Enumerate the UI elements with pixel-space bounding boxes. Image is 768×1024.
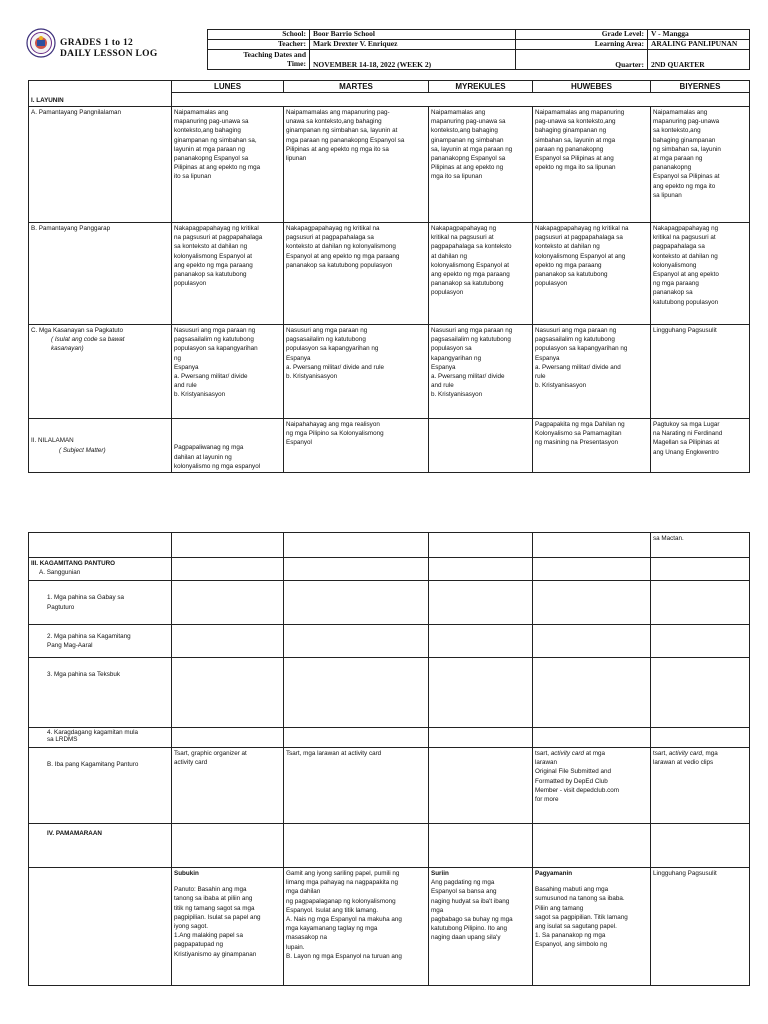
pagyamanin-text: Basahing mabuti ang mga sumusunod na tanong sa ibaba. Piliin ang tamang sagot sa pagpipilian. Titik lamang ang isulat sa sagutang papel. 1. Sa pananakop ng mga Espanyol, ang simbolo ng — [535, 886, 628, 949]
section-kagamitang-panturo: III. KAGAMITANG PANTURO A. Sanggunian — [29, 558, 172, 581]
cont-cell-biyernes: sa Mactan. — [651, 533, 750, 558]
row-label-lrdms: 4. Karagdagang kagamitan mula sa LRDMS — [29, 728, 172, 748]
teacher-label: Teacher: — [208, 40, 310, 50]
cell-empty — [651, 625, 750, 658]
cell-ii-myrekules — [429, 419, 533, 473]
cell-empty — [651, 658, 750, 728]
cell-b2-biyernes: tsart, activity card, mga larawan at vedio clips — [651, 748, 750, 824]
quarter-value: 2ND QUARTER — [648, 50, 750, 70]
cell-empty — [651, 824, 750, 868]
lesson-table-part1 — [28, 80, 750, 473]
cont-cell — [284, 533, 429, 558]
cell-b-biyernes: Nakapagpapahayag ng kritikal na pagsusuri at pagpapahalaga sa konteksto at dahilan ng kolonyalismong Espanyol at ang epekto ng mga paraang pananakop sa katutubong populasyon — [651, 223, 750, 325]
cell-empty — [284, 728, 429, 748]
row-label-kagamitang-mag-aaral: 2. Mga pahina sa Kagamitang Pang Mag-Aaral — [29, 625, 172, 658]
area-label: Learning Area: — [516, 40, 648, 50]
cell-empty — [651, 728, 750, 748]
cell-empty — [533, 658, 651, 728]
cell-empty — [172, 581, 284, 625]
section-layunin: I. LAYUNIN — [29, 93, 172, 107]
document-title: GRADES 1 to 12 DAILY LESSON LOG — [60, 38, 158, 59]
cell-c-biyernes: Lingguhang Pagsusulit — [651, 325, 750, 419]
day-header: MARTES — [284, 81, 429, 93]
cell-empty — [533, 728, 651, 748]
kasanayan-note: ( Isulat ang code sa bawat kasanayan) — [51, 336, 125, 353]
cell-empty — [429, 558, 533, 581]
cell-ii-huwebes: Pagpapakita ng mga Dahilan ng Kolonyalismo sa Pamamagitan ng masining na Presentasyon — [533, 419, 651, 473]
cell-b-huwebes: Nakapagpapahayag ng kritikal na pagsusuri at pagpapahalaga sa konteksto at dahilan ng kolonyalismong Espanyol at ang epekto ng mga paraang pananakop sa katutubong populasyon — [533, 223, 651, 325]
area-value: ARALING PANLIPUNAN — [648, 40, 750, 50]
suriin-title: Suriin — [431, 870, 449, 877]
suriin-text: Ang pagdating ng mga Espanyol sa bansa ang naging hudyat sa iba't ibang mga pagbabago sa buhay ng mga katutubong Pilipino. Ito ang naging daan upang sila'y — [431, 879, 513, 942]
dates-value: NOVEMBER 14-18, 2022 (WEEK 2) — [310, 50, 516, 70]
pagyamanin-title: Pagyamanin — [535, 870, 573, 877]
row-label-gabay: 1. Mga pahina sa Gabay sa Pagtuturo — [29, 581, 172, 625]
school-value: Boor Barrio School — [310, 30, 516, 40]
cell-b-martes: Nakapagpapahayag ng kritikal na pagsusuri at pagpapahalaga sa konteksto at dahilan ng kolonyalismong Espanyol at ang epekto ng mga paraang pananakop sa katutubong populasyon — [284, 223, 429, 325]
header-info-table — [207, 29, 750, 70]
cell-empty — [284, 658, 429, 728]
cell-ii-lunes: Pagpapaliwanag ng mga dahilan at layunin ng kolonyalismo ng mga espanyol — [172, 419, 284, 473]
cell-p-biyernes: Lingguhang Pagsusulit — [651, 868, 750, 986]
cell-a-lunes: Naipamamalas ang mapanuring pag-unawa sa konteksto,ang bahaging ginampanan ng simbahan sa, layunin at mga paraan ng pananakopng Espanyol sa Pilipinas at ang epekto ng mga ito sa lipunan — [172, 107, 284, 223]
row-label-pamantayang-pangnilalaman: A. Pamantayang Pangnilalaman — [29, 107, 172, 223]
deped-seal-logo — [26, 28, 56, 58]
cell-b-lunes: Nakapagpapahayag ng kritikal na pagsusuri at pagpapahalaga sa konteksto at dahilan ng kolonyalismong Espanyol at ang epekto ng mga paraang pananakop sa katutubong populasyon — [172, 223, 284, 325]
cell-p-huwebes — [533, 868, 651, 986]
cell-p-martes: Gamit ang iyong sariling papel, pumili ng limang mga pahayag na nagpapakita ng mga dahilan ng pagpapalaganap ng kolonyalismong Espanyol. Isulat ang titik lamang. A. Nais ng mga Espanyol na makuha ang mga kayamanang taglay ng mga masasakop na lupain. B. Layon ng mga Espanyol na turuan ang — [284, 868, 429, 986]
cell-empty — [284, 581, 429, 625]
cell-empty — [429, 625, 533, 658]
cell-empty — [533, 558, 651, 581]
row-label-mga-kasanayan: C. Mga Kasanayan sa Pagkatuto ( Isulat ang code sa bawat kasanayan) — [29, 325, 172, 419]
cell-c-huwebes: Nasusuri ang mga paraan ng pagsasailalim ng katutubong populasyon sa kapangyarihan ng Espanya a. Pwersang militar/ divide and rule b. Kristyanisasyon — [533, 325, 651, 419]
cell-p-myrekules — [429, 868, 533, 986]
cell-a-huwebes: Naipamamalas ang mapanuring pag-unawa sa konteksto,ang bahaging ginampanan ng simbahan sa, layunin at mga paraan ng pananakopng Espanyol sa Pilipinas at ang epekto ng mga ito sa lipunan — [533, 107, 651, 223]
cell-c-lunes: Nasusuri ang mga paraan ng pagsasailalim ng katutubong populasyon sa kapangyarihan ng Espanya a. Pwersang militar/ divide and rule b. Kristyanisasyon — [172, 325, 284, 419]
quarter-label: Quarter: — [516, 50, 648, 70]
grade-value: V - Mangga — [648, 30, 750, 40]
cell-c-martes: Nasusuri ang mga paraan ng pagsasailalim ng katutubong populasyon sa kapangyarihan ng Espanya a. Pwersang militar/ divide and rule b. Kristyanisasyon — [284, 325, 429, 419]
cell-empty — [533, 625, 651, 658]
cell-ii-martes: Naipahahayag ang mga realisyon ng mga Pilipino sa Kolonyalismong Espanyol — [284, 419, 429, 473]
cell-b2-martes: Tsart, mga larawan at activity card — [284, 748, 429, 824]
cell-empty — [172, 658, 284, 728]
cell-empty — [172, 728, 284, 748]
cont-cell — [533, 533, 651, 558]
cont-cell — [172, 533, 284, 558]
lesson-table-part2 — [28, 532, 750, 986]
day-header: LUNES — [172, 81, 284, 93]
cell-a-myrekules: Naipamamalas ang mapanuring pag-unawa sa konteksto,ang bahaging ginampanan ng simbahan sa, layunin at mga paraan ng pananakopng Espanyol sa Pilipinas at ang epekto ng mga ito sa lipunan — [429, 107, 533, 223]
subukin-title: Subukin — [174, 870, 199, 877]
cell-empty — [651, 581, 750, 625]
cell-empty — [651, 558, 750, 581]
teacher-value: Mark Drexter V. Enriquez — [310, 40, 516, 50]
dates-label: Teaching Dates and Time: — [208, 50, 310, 70]
cell-empty — [533, 581, 651, 625]
day-header: BIYERNES — [651, 81, 750, 93]
cell-empty — [429, 658, 533, 728]
cell-empty — [429, 748, 533, 824]
day-header: HUWEBES — [533, 81, 651, 93]
cell-c-myrekules: Nasusuri ang mga paraan ng pagsasailalim ng katutubong populasyon sa kapangyarihan ng Espanya a. Pwersang militar/ divide and rule b. Kristyanisasyon — [429, 325, 533, 419]
cell-b2-huwebes: tsart, activity card at mga larawan Original File Submitted and Formatted by DepEd Club Member - visit depedclub.com for more — [533, 748, 651, 824]
cell-b-myrekules: Nakapagpapahayag ng kritikal na pagsusuri at pagpapahalaga sa konteksto at dahilan ng kolonyalismong Espanyol at ang epekto ng mga paraang pananakop sa katutubong populasyon — [429, 223, 533, 325]
section-pamamaraan: IV. PAMAMARAAN — [29, 824, 172, 868]
cell-empty — [284, 558, 429, 581]
cell-ii-biyernes: Pagtukoy sa mga Lugar na Narating ni Ferdinand Magellan sa Pilipinas at ang Unang Engkwentro — [651, 419, 750, 473]
cell-empty — [172, 824, 284, 868]
cell-empty — [284, 824, 429, 868]
grade-label: Grade Level: — [516, 30, 648, 40]
cell-empty — [172, 558, 284, 581]
row-label-iba-pang-kagamitan: B. Iba pang Kagamitang Panturo — [29, 748, 172, 824]
layunin-spacer — [172, 93, 750, 107]
cell-empty — [429, 581, 533, 625]
cell-p-lunes — [172, 868, 284, 986]
cont-label — [29, 533, 172, 558]
cell-a-biyernes: Naipamamalas ang mapanuring pag-unawa sa konteksto,ang bahaging ginampanan ng simbahan sa, layunin at mga paraan ng pananakopng Espanyol sa Pilipinas at ang epekto ng mga ito sa lipunan — [651, 107, 750, 223]
day-header: MYREKULES — [429, 81, 533, 93]
cell-empty — [172, 625, 284, 658]
corner-cell — [29, 81, 172, 93]
row-label-teksbuk: 3. Mga pahina sa Teksbuk — [29, 658, 172, 728]
cell-empty — [284, 625, 429, 658]
row-label-pamantayang-panggarap: B. Pamantayang Panggarap — [29, 223, 172, 325]
row-label-nilalaman: II. NILALAMAN ( Subject Matter) — [29, 419, 172, 473]
subukin-text: Panuto: Basahin ang mga tanong sa ibaba at piliin ang titik ng tamang sagot sa mga pagpipilian. Isulat sa papel ang iyong sagot. 1.Ang malaking papel sa pagpapatupad ng Kristiyanismo ay ginampanan — [174, 886, 261, 958]
cell-empty — [533, 824, 651, 868]
cell-empty — [29, 868, 172, 986]
cell-empty — [429, 728, 533, 748]
nilalaman-note: ( Subject Matter) — [59, 446, 106, 454]
cont-cell — [429, 533, 533, 558]
school-label: School: — [208, 30, 310, 40]
cell-b2-lunes: Tsart, graphic organizer at activity card — [172, 748, 284, 824]
cell-empty — [429, 824, 533, 868]
cell-a-martes: Naipamamalas ang mapanuring pag- unawa sa konteksto,ang bahaging ginampanan ng simbahan sa, layunin at mga paraan ng pananakopng Espanyol sa Pilipinas at ang epekto ng mga ito sa lipunan — [284, 107, 429, 223]
